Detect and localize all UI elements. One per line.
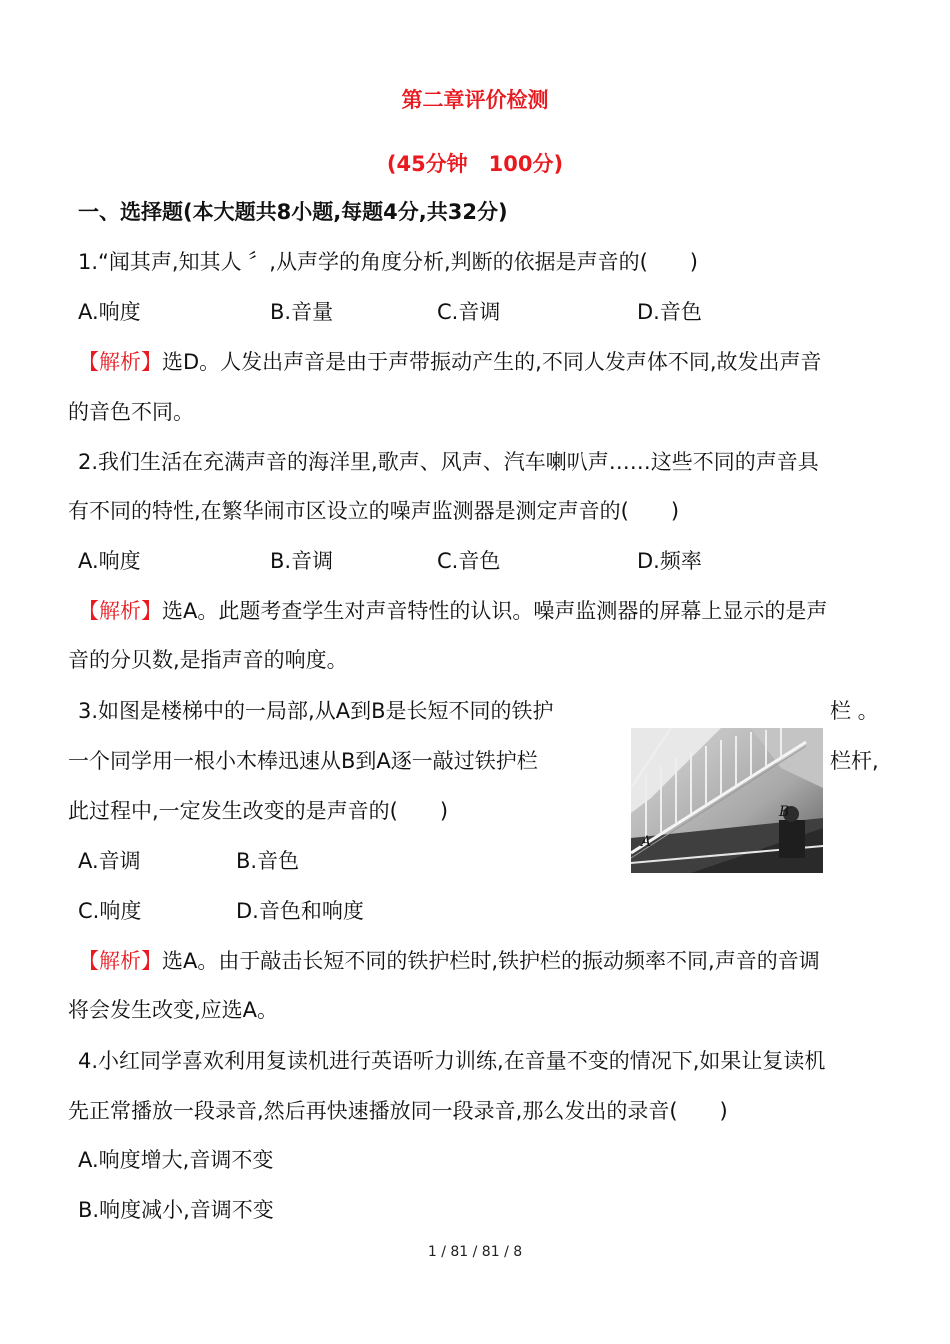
q3-stem-line2: 一个同学用一根小木棒迅速从B到A逐一敲过铁护栏 [68, 749, 538, 773]
staircase-photo [631, 728, 823, 873]
page-title: 第二章评价检测 [401, 88, 549, 112]
q3-analysis-text: 选A。由于敲击长短不同的铁护栏时,铁护栏的振动频率不同,声音的音调 [162, 949, 820, 973]
q4-stem-cont: 先正常播放一段录音,然后再快速播放同一段录音,那么发出的录音( ) [68, 1099, 728, 1123]
q3-stem-line2-right: 栏杆, [830, 749, 879, 773]
q4-stem: 4.小红同学喜欢利用复读机进行英语听力训练,在音量不变的情况下,如果让复读机 [78, 1049, 826, 1073]
q2-option-a: A.响度 [78, 549, 141, 573]
q3-stem-right: 栏 。 [830, 699, 879, 723]
q2-analysis-text: 选A。此题考查学生对声音特性的认识。噪声监测器的屏幕上显示的是声 [162, 599, 828, 623]
q2-option-c: C.音色 [437, 549, 501, 573]
q2-stem: 2.我们生活在充满声音的海洋里,歌声、风声、汽车喇叭声……这些不同的声音具 [78, 450, 819, 474]
q3-option-c: C.响度 [78, 899, 142, 923]
page-number: 1 / 81 / 81 / 8 [427, 1244, 523, 1260]
page-subtitle: (45分钟 100分) [386, 152, 564, 176]
q1-stem: 1.“闻其声,知其人 〞,从声学的角度分析,判断的依据是声音的( ) [78, 250, 699, 274]
q3-option-b: B.音色 [236, 849, 300, 873]
q3-option-a: A.音调 [78, 849, 141, 873]
q1-analysis-text: 选D。人发出声音是由于声带振动产生的,不同人发声体不同,故发出声音 [162, 350, 822, 374]
q3-stem: 3.如图是楼梯中的一局部,从A到B是长短不同的铁护 [78, 699, 554, 723]
q1-option-b: B.音量 [270, 300, 334, 324]
q4-option-b: B.响度减小,音调不变 [78, 1198, 274, 1222]
q3-stem-line3: 此过程中,一定发生改变的是声音的( ) [68, 799, 449, 823]
q3-analysis [78, 947, 820, 975]
q1-analysis [78, 348, 822, 376]
analysis-tag: 【解析】 [78, 949, 162, 973]
q2-option-b: B.音调 [270, 549, 334, 573]
analysis-tag: 【解析】 [78, 350, 162, 374]
q1-option-d: D.音色 [637, 300, 702, 324]
analysis-tag: 【解析】 [78, 599, 162, 623]
q1-analysis-cont: 的音色不同。 [68, 400, 194, 424]
q4-option-a: A.响度增大,音调不变 [78, 1148, 274, 1172]
q2-analysis-cont: 音的分贝数,是指声音的响度。 [68, 648, 348, 672]
figure-label-a: A [641, 834, 652, 850]
section-heading: 一、选择题(本大题共8小题,每题4分,共32分) [78, 200, 508, 224]
q2-stem-cont: 有不同的特性,在繁华闹市区设立的噪声监测器是测定声音的( ) [68, 499, 680, 523]
q2-analysis [78, 597, 827, 625]
q1-option-c: C.音调 [437, 300, 501, 324]
figure-label-b: B [779, 804, 790, 820]
q2-option-d: D.频率 [637, 549, 702, 573]
q1-option-a: A.响度 [78, 300, 141, 324]
q3-option-d: D.音色和响度 [236, 899, 364, 923]
q3-analysis-cont: 将会发生改变,应选A。 [68, 998, 279, 1022]
